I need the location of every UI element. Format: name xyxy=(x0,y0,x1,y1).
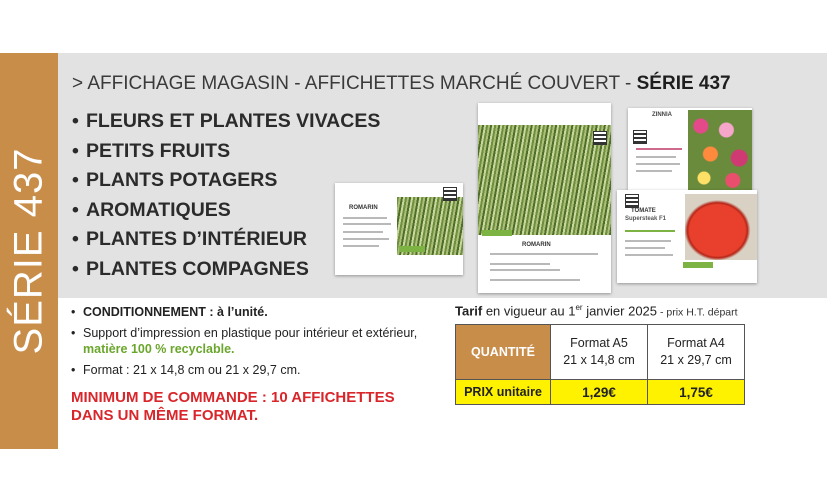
heading-series: SÉRIE 437 xyxy=(636,73,731,94)
page-heading xyxy=(72,73,731,95)
format-a5-header: Format A5 21 x 14,8 cm xyxy=(551,325,648,380)
format-condition: • Format : 21 x 14,8 cm ou 21 x 29,7 cm. xyxy=(71,362,431,378)
sample-card-romarin-a4 xyxy=(478,103,611,293)
sample-card-zinnia xyxy=(628,108,752,193)
format-a4-header: Format A4 21 x 29,7 cm xyxy=(648,325,745,380)
qr-code-icon xyxy=(625,194,639,208)
price-a4: 1,75€ xyxy=(648,380,745,405)
qr-code-icon xyxy=(633,130,647,144)
sample-card-romarin-a5 xyxy=(335,183,463,275)
category-item: • PLANTES D’INTÉRIEUR xyxy=(72,228,308,250)
conditions-list xyxy=(71,304,431,383)
card-title: ZINNIA xyxy=(652,112,672,118)
support-condition: • Support d’impression en plastique pour intérieur et extérieur, matière 100 % recyclable. xyxy=(71,325,431,357)
series-vertical-label: SÉRIE 437 xyxy=(6,147,51,355)
minimum-order-notice: MINIMUM DE COMMANDE : 10 AFFICHETTES DANS UN MÊME FORMAT. xyxy=(71,389,395,424)
heading-prefix: > AFFICHAGE MAGASIN - AFFICHETTES MARCHÉ COUVERT - xyxy=(72,73,637,94)
card-title: ROMARIN xyxy=(522,242,551,248)
card-title: TOMATE xyxy=(631,208,656,214)
tarif-label: Tarif xyxy=(455,303,483,319)
qr-code-icon xyxy=(443,187,457,201)
packaging-condition: • CONDITIONNEMENT : à l’unité. xyxy=(71,304,431,320)
tarif-line: Tarif en vigueur au 1er janvier 2025 - prix H.T. départ xyxy=(455,303,738,319)
category-item: • FLEURS ET PLANTES VIVACES xyxy=(72,110,381,132)
price-table xyxy=(455,324,745,405)
quantity-header: QUANTITÉ xyxy=(456,325,551,380)
unit-price-label: PRIX unitaire xyxy=(456,380,551,405)
sample-card-tomate xyxy=(617,190,757,283)
category-item: • PLANTS POTAGERS xyxy=(72,169,278,191)
category-item: • PETITS FRUITS xyxy=(72,139,231,162)
card-title: ROMARIN xyxy=(349,205,378,211)
qr-code-icon xyxy=(593,131,607,145)
category-item: • AROMATIQUES xyxy=(72,198,231,221)
series-sidebar xyxy=(0,53,58,449)
card-subtitle: Supersteak F1 xyxy=(625,216,667,222)
category-item: • PLANTES COMPAGNES xyxy=(72,257,309,280)
price-a5: 1,29€ xyxy=(551,380,648,405)
